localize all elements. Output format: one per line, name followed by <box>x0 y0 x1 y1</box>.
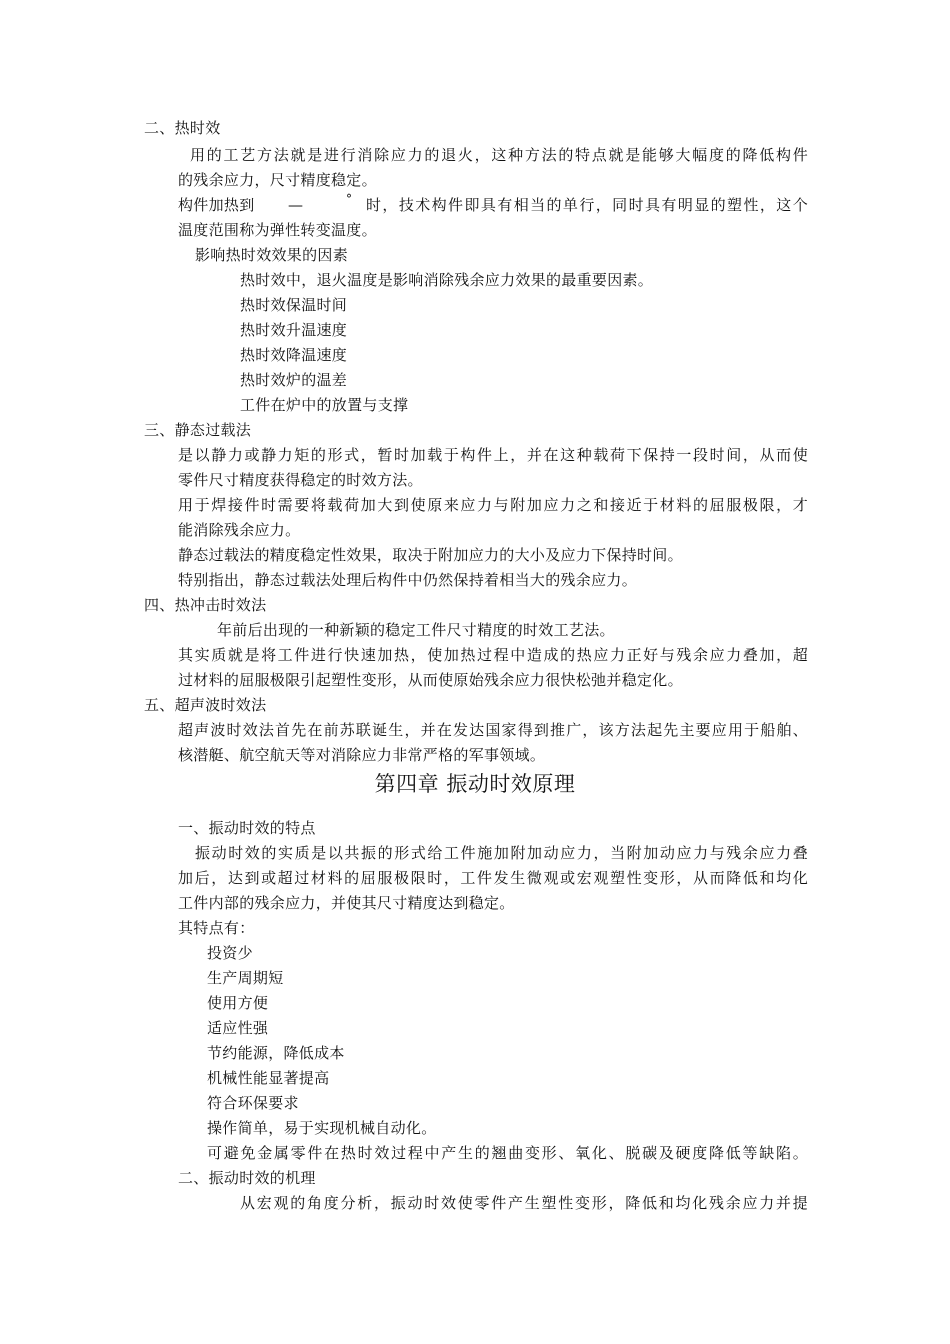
paragraph-line: 从宏观的角度分析，振动时效使零件产生塑性变形，降低和均化残余应力并提 <box>240 1194 808 1212</box>
list-item: 投资少 <box>207 944 253 962</box>
paragraph-line: 能消除残余应力。 <box>178 521 301 539</box>
paragraph-line: 用的工艺方法就是进行消除应力的退火，这种方法的特点就是能够大幅度的降低构件 <box>190 146 808 164</box>
chapter-title: 第四章 振动时效原理 <box>374 772 576 796</box>
list-item: 生产周期短 <box>207 969 284 987</box>
section-heading-thermal-shock: 四、热冲击时效法 <box>144 596 267 614</box>
paragraph-line: 静态过载法的精度稳定性效果，取决于附加应力的大小及应力下保持时间。 <box>178 546 683 564</box>
list-item: 机械性能显著提高 <box>207 1069 330 1087</box>
subheading-factors: 影响热时效效果的因素 <box>195 246 349 264</box>
list-item: 使用方便 <box>207 994 269 1012</box>
paragraph-line: 用于焊接件时需要将载荷加大到使原来应力与附加应力之和接近于材料的屈服极限，才 <box>178 496 808 514</box>
degree-symbol: ° <box>346 192 353 206</box>
list-item: 可避免金属零件在热时效过程中产生的翘曲变形、氧化、脱碳及硬度降低等缺陷。 <box>207 1144 808 1162</box>
paragraph-line: 特别指出，静态过载法处理后构件中仍然保持着相当大的残余应力。 <box>178 571 638 589</box>
list-item: 工件在炉中的放置与支撑 <box>240 396 409 414</box>
list-item: 适应性强 <box>207 1019 269 1037</box>
section-heading-static-overload: 三、静态过载法 <box>144 421 252 439</box>
paragraph-line: 过材料的屈服极限引起塑性变形，从而使原始残余应力很快松弛并稳定化。 <box>178 671 683 689</box>
paragraph-line: 温度范围称为弹性转变温度。 <box>178 221 377 239</box>
section-heading-ultrasonic: 五、超声波时效法 <box>144 696 267 714</box>
paragraph-line: 是以静力或静力矩的形式，暂时加载于构件上，并在这种载荷下保持一段时间，从而使 <box>178 446 808 464</box>
list-item: 热时效升温速度 <box>240 321 348 339</box>
section-heading-vibration-features: 一、振动时效的特点 <box>178 819 316 837</box>
paragraph-line: 构件加热到 <box>178 196 255 214</box>
paragraph-line: 工件内部的残余应力，并使其尺寸精度达到稳定。 <box>178 894 515 912</box>
paragraph-line: 年前后出现的一种新颖的稳定工件尺寸精度的时效工艺法。 <box>217 621 615 639</box>
paragraph-line: 核潜艇、航空航天等对消除应力非常严格的军事领域。 <box>178 746 546 764</box>
list-item: 热时效中，退火温度是影响消除残余应力效果的最重要因素。 <box>240 271 654 289</box>
section-heading-vibration-mechanism: 二、振动时效的机理 <box>178 1169 316 1187</box>
section-heading-thermal-aging: 二、热时效 <box>144 119 221 137</box>
list-item: 节约能源，降低成本 <box>207 1044 345 1062</box>
list-item: 热时效保温时间 <box>240 296 348 314</box>
paragraph-line: 超声波时效法首先在前苏联诞生，并在发达国家得到推广，该方法起先主要应用于船舶、 <box>178 721 808 739</box>
dash-symbol: — <box>288 196 304 214</box>
paragraph-line: 加后，达到或超过材料的屈服极限时，工件发生微观或宏观塑性变形，从而降低和均化 <box>178 869 808 887</box>
paragraph-line: 时，技术构件即具有相当的单行，同时具有明显的塑性，这个 <box>366 196 808 214</box>
subheading-features: 其特点有： <box>178 919 255 937</box>
paragraph-line: 振动时效的实质是以共振的形式给工件施加附加动应力，当附加动应力与残余应力叠 <box>195 844 808 862</box>
list-item: 热时效炉的温差 <box>240 371 348 389</box>
list-item: 操作简单，易于实现机械自动化。 <box>207 1119 437 1137</box>
list-item: 热时效降温速度 <box>240 346 348 364</box>
paragraph-line: 的残余应力，尺寸精度稳定。 <box>178 171 377 189</box>
list-item: 符合环保要求 <box>207 1094 299 1112</box>
paragraph-line: 其实质就是将工件进行快速加热，使加热过程中造成的热应力正好与残余应力叠加，超 <box>178 646 808 664</box>
paragraph-line: 零件尺寸精度获得稳定的时效方法。 <box>178 471 423 489</box>
